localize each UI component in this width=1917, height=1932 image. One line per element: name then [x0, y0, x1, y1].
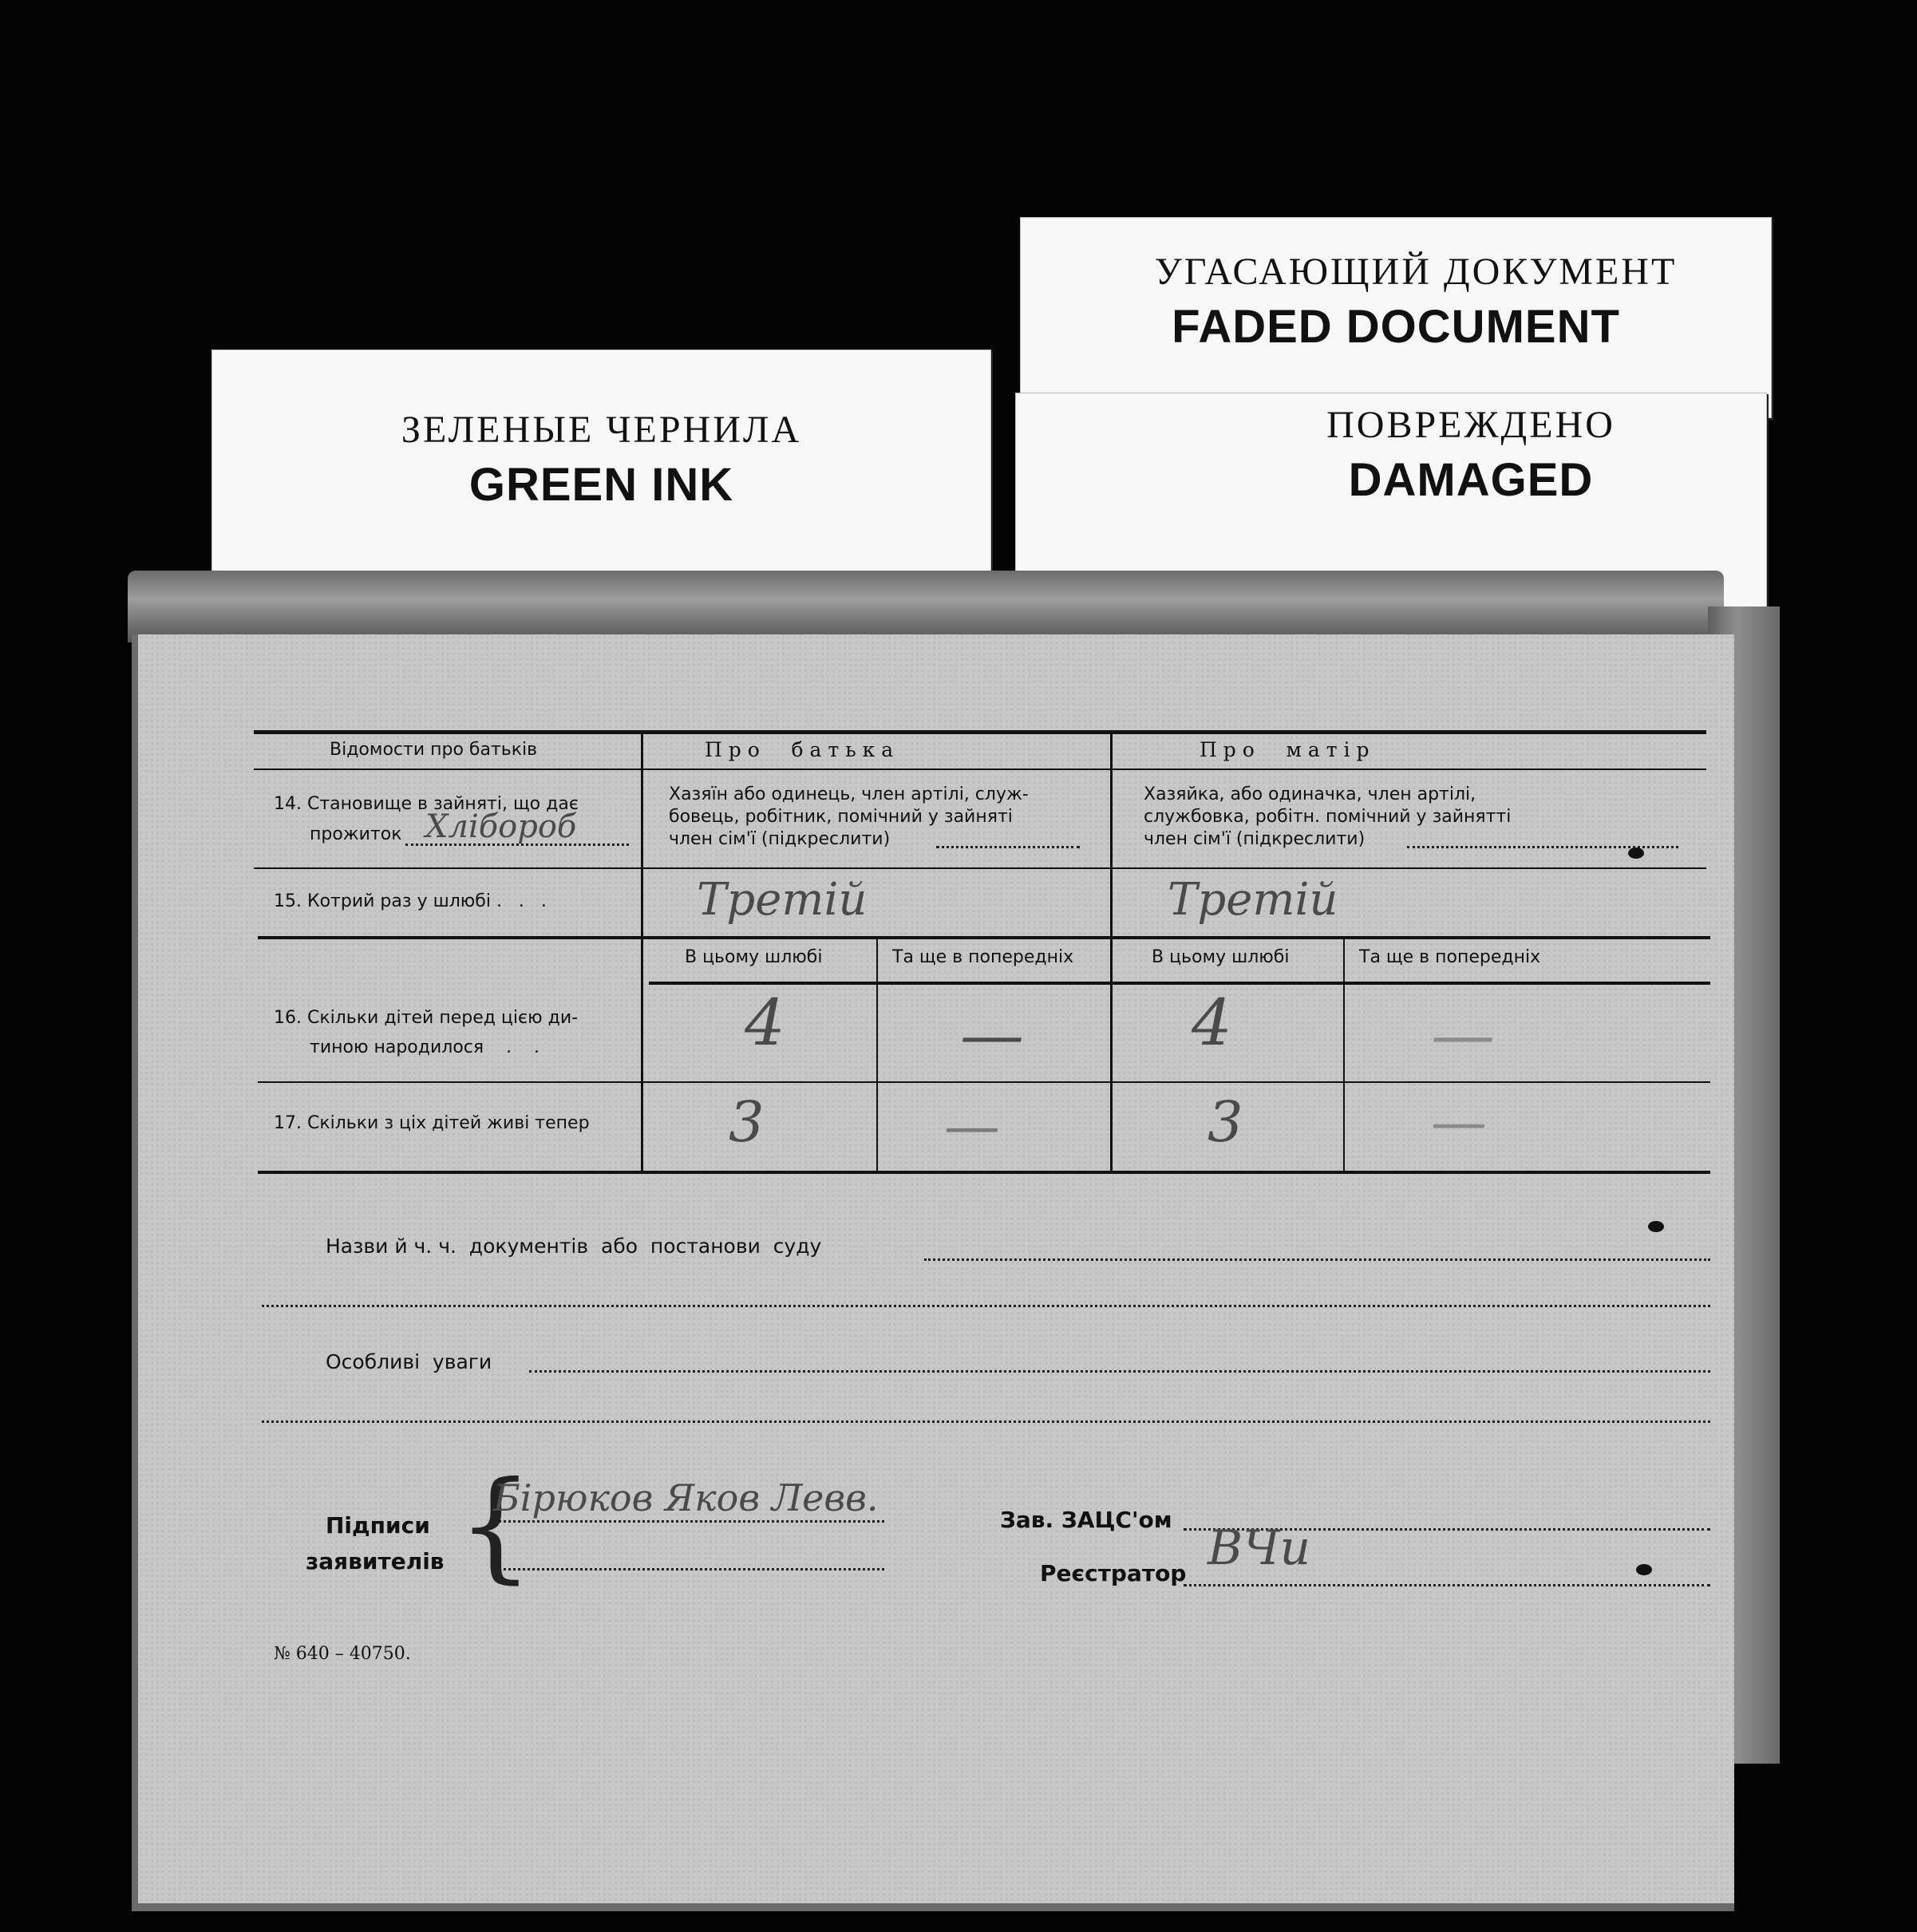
row14-label-line2: прожиток [310, 824, 402, 844]
row16-label-line1: 16. Скільки дітей перед цією ди- [274, 1008, 579, 1028]
applicant-signature-handwritten: Бірюков Яков Левв. [493, 1476, 879, 1519]
table-col-rule-1 [641, 730, 643, 1171]
row14-mother-options-line2: службовка, робітн. помічний у зайнятті [1144, 807, 1512, 827]
punch-hole [1636, 1564, 1652, 1575]
row15-label: 15. Котрий раз у шлюбі . . . [274, 891, 547, 911]
table-bottom-rule [258, 1171, 1710, 1174]
subheader-rule [649, 982, 1710, 985]
row14-father-fill-line [936, 846, 1080, 848]
signatures-label-line2: заявителів [306, 1548, 445, 1574]
faded-document-label-card [1020, 217, 1772, 418]
damaged-label-en: DAMAGED [1348, 454, 1594, 506]
row17-father-this-marriage: 3 [729, 1089, 765, 1155]
punch-hole [1628, 847, 1644, 859]
registrar-label: Реєстратор [1040, 1560, 1187, 1586]
green-ink-label-en: GREEN INK [468, 459, 734, 511]
row17-mother-previous: — [1431, 1089, 1487, 1155]
row14-father-options-line3: член сім'ї (підкреслити) [669, 829, 891, 849]
applicant-signature-line-1 [493, 1520, 884, 1523]
row16-mother-this-marriage: 4 [1192, 986, 1232, 1060]
faded-document-label-en: FADED DOCUMENT [1172, 301, 1620, 353]
row14-fill-line [405, 844, 629, 846]
notes-fill-line-1 [529, 1370, 1710, 1373]
row14-label-line1: 14. Становище в зайняті, що дає [274, 794, 579, 814]
notes-fill-line-2 [262, 1420, 1710, 1423]
green-ink-label-card [211, 350, 991, 599]
paper-stack-edge [128, 571, 1724, 642]
form-number: № 640 – 40750. [274, 1644, 411, 1664]
documents-fill-line-1 [924, 1258, 1710, 1261]
table-header-parents: Відомости про батьків [330, 740, 538, 760]
table-header-mother: П р о м а т і р [1200, 738, 1370, 761]
row14-occupation-handwritten: Хлібороб [425, 808, 577, 845]
row14-bottom-rule [254, 867, 1706, 869]
punch-hole [1648, 1221, 1664, 1232]
row16-mother-previous: — [1431, 998, 1495, 1072]
row14-father-options-line1: Хазяїн або одинець, член артілі, служ- [669, 784, 1029, 804]
notes-label: Особливі уваги [326, 1350, 492, 1373]
row15-bottom-rule [258, 936, 1710, 939]
registrar-line [1184, 1584, 1710, 1586]
damaged-label-ru: ПОВРЕЖДЕНО [1326, 404, 1615, 446]
row17-father-previous: — [944, 1093, 1000, 1159]
row17-mother-this-marriage: 3 [1208, 1089, 1243, 1155]
row14-mother-options-line1: Хазяйка, або одиначка, член артілі, [1144, 784, 1476, 804]
table-col-rule-2 [1110, 730, 1113, 1171]
row17-label: 17. Скільки з ціх дітей живі тепер [274, 1113, 590, 1133]
applicant-signature-line-2 [493, 1568, 884, 1570]
table-col-rule-4 [1343, 938, 1345, 1171]
row15-father-handwritten: Третій [697, 874, 868, 926]
registrar-signature-handwritten: ВЧи [1208, 1520, 1311, 1576]
faded-document-label-ru: УГАСАЮЩИЙ ДОКУМЕНТ [1154, 251, 1678, 293]
green-ink-label-ru: ЗЕЛЕНЫЕ ЧЕРНИЛА [401, 409, 802, 451]
head-of-registry-label: Зав. ЗАЦС'ом [1000, 1507, 1172, 1533]
table-header-rule [254, 768, 1706, 770]
documents-label: Назви й ч. ч. документів або постанови суду [326, 1235, 822, 1258]
row16-bottom-rule [258, 1081, 1710, 1083]
row14-father-options-line2: бовець, робітник, помічний у зайняті [669, 807, 1013, 827]
signatures-brace: { [457, 1456, 534, 1595]
row15-mother-handwritten: Третій [1168, 874, 1338, 926]
table-col-rule-3 [876, 938, 878, 1171]
subheader-mother-previous: Та ще в попередніх [1359, 947, 1541, 967]
table-top-rule [254, 730, 1706, 734]
subheader-father-this-marriage: В цьому шлюбі [685, 947, 823, 967]
signatures-label-line1: Підписи [326, 1512, 430, 1539]
subheader-father-previous: Та ще в попередніх [892, 947, 1074, 967]
row16-label-line2: тиною народилося . . [310, 1037, 540, 1057]
subheader-mother-this-marriage: В цьому шлюбі [1152, 947, 1290, 967]
documents-fill-line-2 [262, 1305, 1710, 1307]
row16-father-previous: — [960, 998, 1024, 1072]
registry-form-sheet [132, 634, 1734, 1911]
row14-mother-options-line3: член сім'ї (підкреслити) [1144, 829, 1366, 849]
row16-father-this-marriage: 4 [745, 986, 785, 1060]
table-header-father: П р о б а т ь к а [705, 738, 894, 761]
